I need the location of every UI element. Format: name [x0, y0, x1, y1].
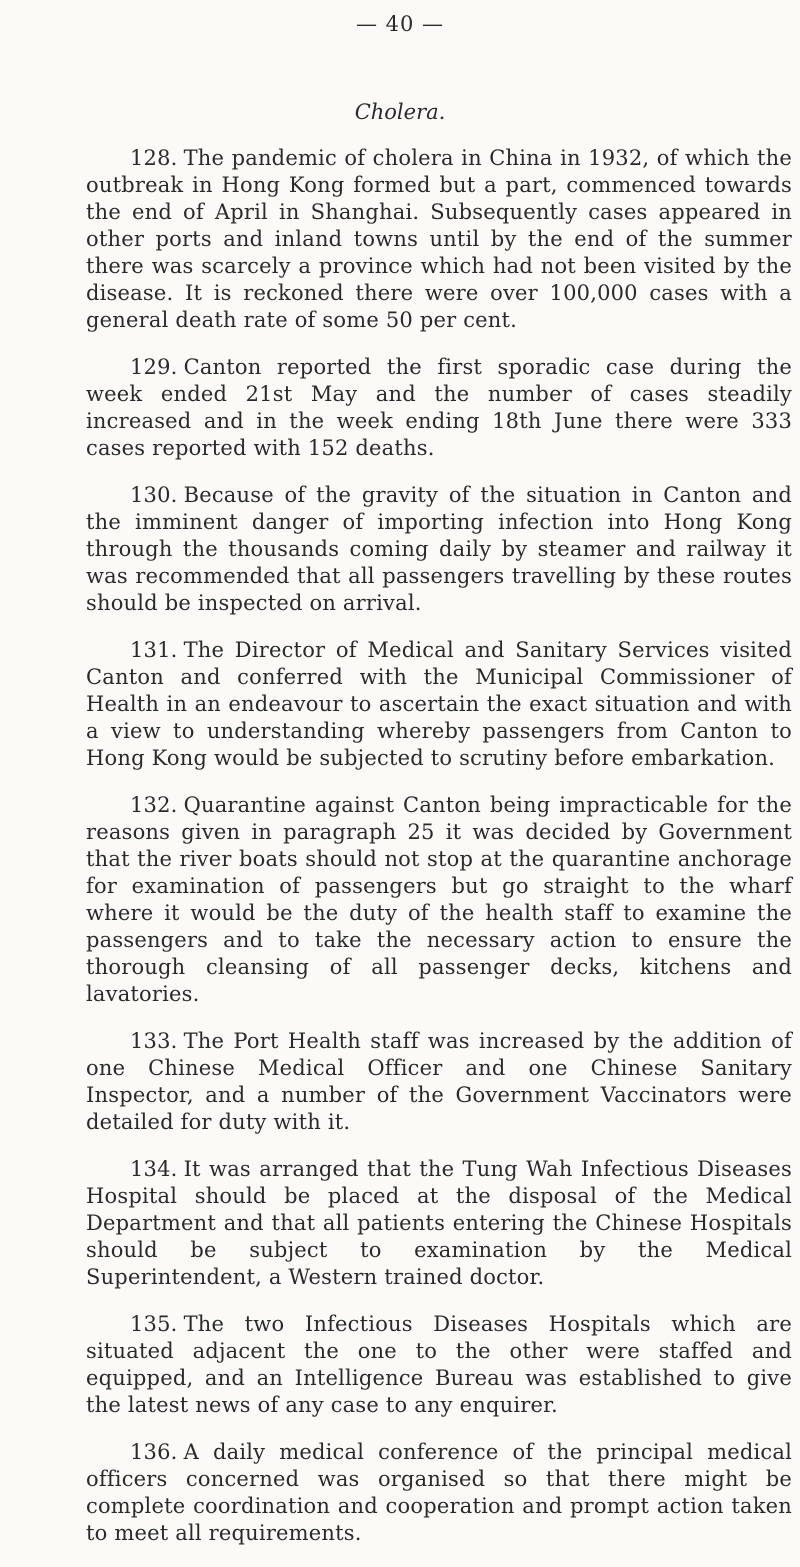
paragraph-135	[86, 1311, 792, 1419]
body-text	[86, 145, 792, 1567]
paragraph-number: 133.	[130, 1029, 178, 1053]
paragraph-number: 135.	[130, 1312, 178, 1336]
paragraph-number: 134.	[130, 1157, 178, 1181]
paragraph-number: 130.	[130, 483, 178, 507]
paragraph-text: Because of the gravity of the situation in Canton and the imminent danger of importing infection into Hong Kong through the thousands coming daily by steamer and railway it was recommended that all passengers travelling by these routes should be inspected on arrival.	[86, 483, 792, 615]
paragraph-number: 129.	[130, 355, 178, 379]
section-title: Cholera.	[354, 100, 446, 124]
paragraph-134	[86, 1156, 792, 1291]
paragraph-133	[86, 1028, 792, 1136]
paragraph-text: Canton reported the first sporadic case during the week ended 21st May and the number of cases steadily increased and in the week ending 18th June there were 333 cases reported with 152 deaths.	[86, 355, 792, 460]
paragraph-130	[86, 482, 792, 617]
paragraph-number: 128.	[130, 146, 178, 170]
paragraph-131	[86, 637, 792, 772]
paragraph-text: The two Infectious Diseases Hospitals which are situated adjacent the one to the other were staffed and equipped, and an Intelligence Bureau was established to give the latest news of any case to any enquirer.	[86, 1312, 792, 1417]
paragraph-text: Quarantine against Canton being impracticable for the reasons given in paragraph 25 it was decided by Government that the river boats should not stop at the quarantine anchorage for examination of passengers but go straight to the wharf where it would be the duty of the health staff to examine the passengers and to take the necessary action to ensure the thorough cleansing of all passenger decks, kitchens and lavatories.	[86, 793, 792, 1006]
paragraph-text: The Port Health staff was increased by the addition of one Chinese Medical Officer and one Chinese Sanitary Inspector, and a number of the Government Vaccinators were detailed for duty with it.	[86, 1029, 792, 1134]
paragraph-136	[86, 1439, 792, 1547]
page-number: — 40 —	[355, 12, 445, 36]
paragraph-text: The pandemic of cholera in China in 1932, of which the outbreak in Hong Kong formed but a part, commenced towards the end of April in Shanghai. Subsequently cases appeared in other ports and inland towns until by the end of the summer there was scarcely a province which had not been visited by the disease. It is reckoned there were over 100,000 cases with a general death rate of some 50 per cent.	[86, 146, 792, 332]
paragraph-number: 131.	[130, 638, 178, 662]
paragraph-132	[86, 792, 792, 1008]
paragraph-129	[86, 354, 792, 462]
paragraph-number: 136.	[130, 1440, 178, 1464]
paragraph-text: The Director of Medical and Sanitary Services visited Canton and conferred with the Municipal Commissioner of Health in an endeavour to ascertain the exact situation and with a view to understanding whereby passengers from Canton to Hong Kong would be subjected to scrutiny before embarkation.	[86, 638, 792, 770]
paragraph-128	[86, 145, 792, 334]
paragraph-text: A daily medical conference of the principal medical officers concerned was organised so that there might be complete coordination and cooperation and prompt action taken to meet all requirements.	[86, 1440, 792, 1545]
paragraph-text: It was arranged that the Tung Wah Infectious Diseases Hospital should be placed at the disposal of the Medical Department and that all patients entering the Chinese Hospitals should be subject to examination by the Medical Superintendent, a Western trained doctor.	[86, 1157, 792, 1289]
paragraph-number: 132.	[130, 793, 178, 817]
